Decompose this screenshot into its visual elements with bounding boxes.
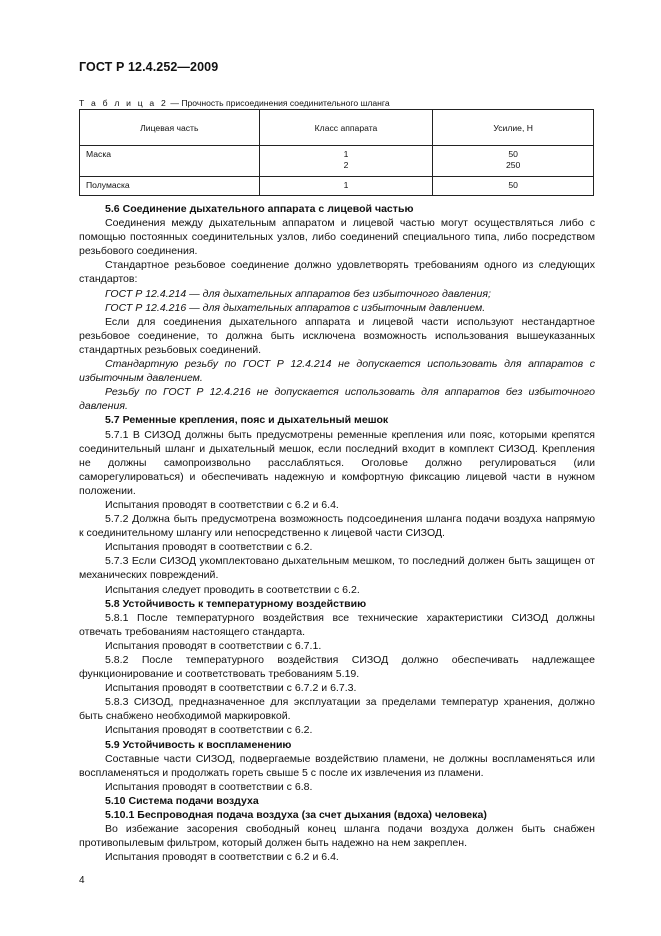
table-caption [79, 98, 390, 108]
cell-class [259, 146, 433, 177]
paragraph: Испытания проводят в соответствии с 6.8. [105, 780, 313, 793]
paragraph: 5.8.3 СИЗОД, предназначенное для эксплуатации за пределами температур хранения, должно быть снабжено необходимой маркировкой. [79, 696, 595, 723]
section-heading: 5.6 Соединение дыхательного аппарата с лицевой частью [105, 203, 414, 215]
paragraph: Испытания проводят в соответствии с 6.7.1. [105, 639, 322, 652]
cell-force [433, 177, 594, 196]
paragraph: Испытания следует проводить в соответствии с 6.2. [105, 583, 360, 596]
cell-part: Полумаска [80, 177, 260, 196]
paragraph: 5.7.2 Должна быть предусмотрена возможность подсоединения шланга подачи воздуха напрямую к соединительному шлангу или непосредственно к лицевой части СИЗОД. [79, 513, 595, 540]
column-header-part: Лицевая часть [80, 110, 260, 146]
paragraph: Стандартную резьбу по ГОСТ Р 12.4.214 не допускается использовать для аппаратов с избыточным давлением. [79, 358, 595, 385]
section-heading: 5.8 Устойчивость к температурному воздействию [105, 597, 367, 610]
paragraph: Испытания проводят в соответствии с 6.2 и 6.4. [105, 498, 339, 511]
paragraph: Резьбу по ГОСТ Р 12.4.216 не допускается использовать для аппаратов без избыточного давления. [79, 386, 595, 413]
cell-part: Маска [80, 146, 260, 177]
paragraph: 5.7.1 В СИЗОД должны быть предусмотрены ременные крепления или пояс, которыми крепятся соединительный шланг и дыхательный мешок, если последний входит в комплект СИЗОД. Крепления не должны самопроизвольно расслабляться. Оголовье должно регулироваться (или саморегулироваться) и обеспечивать надежную и комфортную фиксацию лицевой части в нужном положении. [79, 428, 595, 497]
paragraph: Во избежание засорения свободный конец шланга подачи воздуха должен быть снабжен противопылевым фильтром, который должен быть надежно на нем закреплен. [79, 823, 595, 850]
section-heading: 5.7 Ременные крепления, пояс и дыхательный мешок [105, 414, 389, 427]
paragraph: 5.8.1 После температурного воздействия все технические характеристики СИЗОД должны отвечать требованиям настоящего стандарта. [79, 611, 595, 638]
paragraph: Составные части СИЗОД, подвергаемые воздействию пламени, не должны воспламеняться или воспламеняться и продолжать гореть свыше 5 с после их извлечения из пламени. [79, 752, 595, 779]
cell-force-value: 50 [508, 149, 518, 159]
column-header-force: Усилие, Н [433, 110, 594, 146]
section-heading: 5.10.1 Беспроводная подача воздуха (за счет дыхания (вдоха) человека) [105, 809, 487, 822]
body-text [79, 202, 595, 864]
paragraph: Стандартное резьбовое соединение должно удовлетворять требованиям одного из следующих стандартов: [79, 259, 595, 286]
cell-class-value: 2 [343, 160, 349, 170]
table-caption-text: — Прочность присоединения соединительного шланга [167, 98, 390, 108]
paragraph: 5.8.2 После температурного воздействия СИЗОД должно обеспечивать надлежащее функционирование и соответствовать требованиям 5.19. [79, 654, 595, 681]
paragraph: Соединения между дыхательным аппаратом и лицевой частью могут осуществляться либо с помощью постоянных соединительных узлов, либо соединений специального типа, либо посредством резьбового соединения. [79, 217, 595, 258]
paragraph: ГОСТ Р 12.4.216 — для дыхательных аппаратов с избыточным давлением. [105, 301, 486, 314]
paragraph: Испытания проводят в соответствии с 6.2. [105, 541, 313, 554]
cell-class-value: 1 [343, 180, 349, 190]
paragraph: ГОСТ Р 12.4.214 — для дыхательных аппаратов без избыточного давления; [105, 287, 491, 300]
cell-force [433, 146, 594, 177]
cell-force-value: 50 [508, 180, 518, 190]
table-row [80, 177, 594, 196]
paragraph: 5.7.3 Если СИЗОД укомплектовано дыхательным мешком, то последний должен быть защищен от механических повреждений. [79, 555, 595, 582]
page-number: 4 [79, 875, 85, 886]
paragraph: Испытания проводят в соответствии с 6.2. [105, 724, 313, 737]
table-header-row [80, 110, 594, 146]
document-header: ГОСТ Р 12.4.252—2009 [79, 60, 219, 74]
paragraph: Испытания проводят в соответствии с 6.7.2 и 6.7.3. [105, 682, 357, 695]
cell-class-value: 1 [343, 149, 349, 159]
paragraph: Испытания проводят в соответствии с 6.2 и 6.4. [105, 851, 339, 864]
table-row [80, 146, 594, 177]
cell-force-value: 250 [505, 160, 521, 170]
paragraph: Если для соединения дыхательного аппарата и лицевой части используют нестандартное резьбовое соединение, то должна быть исключена возможность использования вышеуказанных стандартных резьбовых соединений. [79, 315, 595, 356]
table-caption-label: Т а б л и ц а 2 [79, 98, 168, 108]
cell-class [259, 177, 433, 196]
section-heading: 5.9 Устойчивость к воспламенению [105, 738, 292, 751]
section-heading: 5.10 Система подачи воздуха [105, 794, 259, 807]
column-header-class: Класс аппарата [259, 110, 433, 146]
strength-table [79, 109, 594, 196]
